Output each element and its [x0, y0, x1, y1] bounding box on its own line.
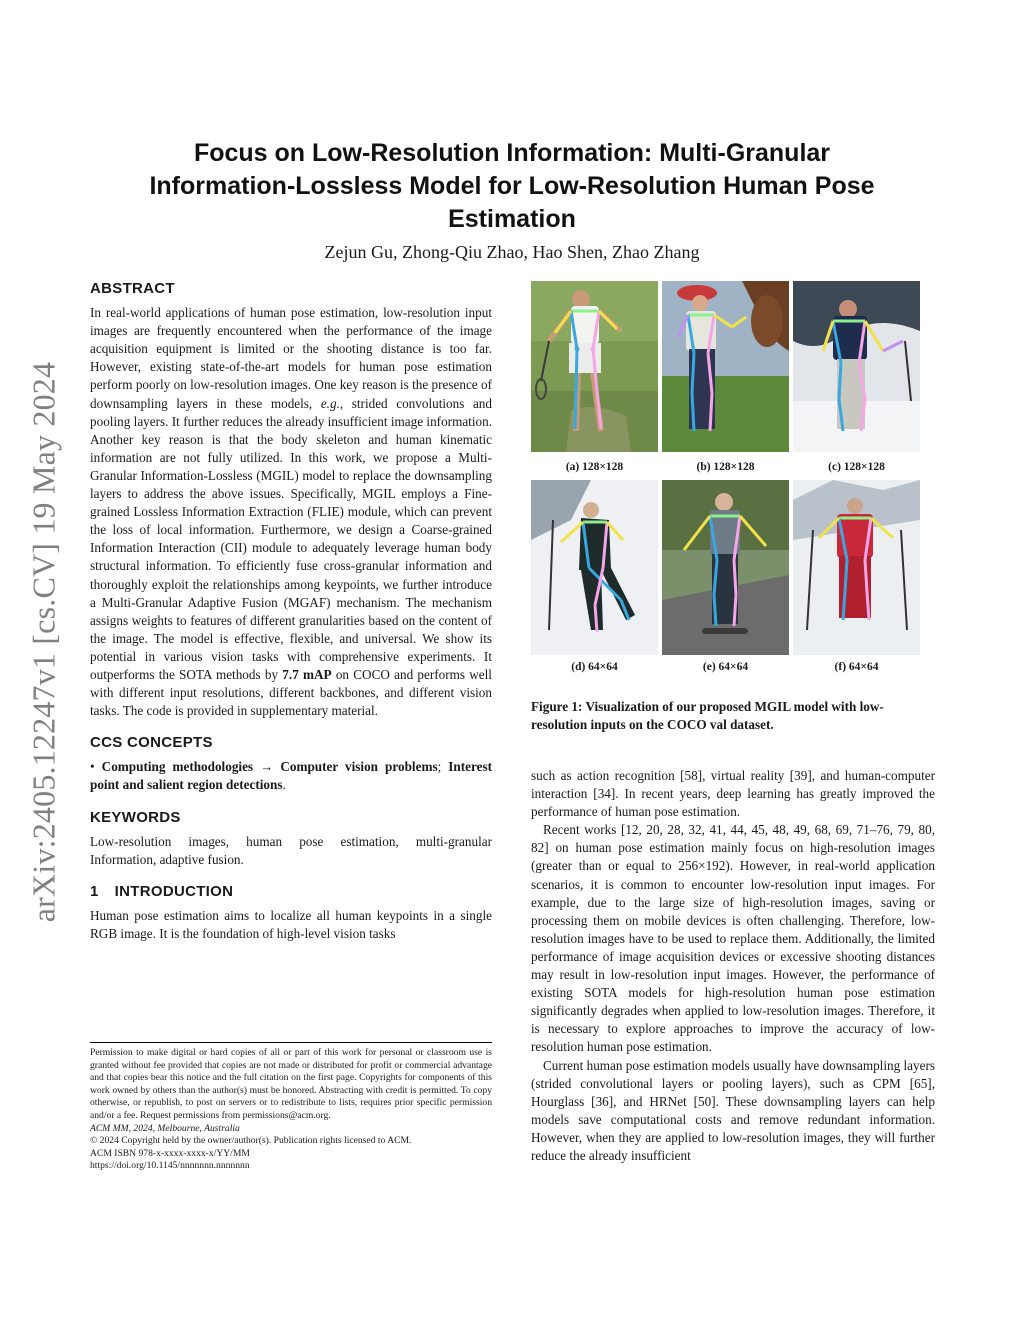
ccs-heading: CCS CONCEPTS — [90, 734, 213, 752]
figure-caption: Figure 1: Visualization of our proposed MGIL model with low-resolution inputs on the COCO val dataset. — [531, 699, 884, 732]
panel-b-caption: (b) 128×128 — [696, 461, 755, 473]
panel-c-caption: (c) 128×128 — [828, 461, 885, 473]
arxiv-stamp-text: arXiv:2405.12247v1 [cs.CV] 19 May 2024 — [25, 361, 62, 923]
figure-panel-d — [531, 480, 658, 655]
title-line-2: Information-Lossless Model for Low-Resolution Human Pose — [149, 172, 875, 200]
figure-panel-c — [793, 281, 920, 452]
intro-right-p1: such as action recognition [58], virtual reality [39], and human-computer interaction [34]. In recent years, deep learning has greatly improved the performance of human pose estimation. — [531, 768, 935, 820]
left-column — [90, 280, 492, 943]
permission-footnote — [90, 1042, 492, 1173]
figure-panel-f — [793, 480, 920, 655]
title-line-3: Estimation — [448, 205, 576, 233]
author-list: Zejun Gu, Zhong-Qiu Zhao, Hao Shen, Zhao Zhang — [324, 242, 700, 262]
venue-text: ACM MM, 2024, Melbourne, Australia — [90, 1122, 240, 1134]
figure-panel-b — [662, 281, 789, 452]
title-line-1: Focus on Low-Resolution Information: Multi-Granular — [193, 139, 831, 167]
intro-right-p2: Recent works [12, 20, 28, 32, 41, 44, 45, 48, 49, 68, 69, 71–76, 79, 80, 82] on human pose estimation mainly focus on high-resolution images (greater than or equal to 256×192). However, in real-world application scenarios, it is common to encounter low-resolution input images. For example, due to the large size of high-resolution images, saving or processing them on mobile devices is often challenging. Therefore, low-resolution images have to be used to replace them. Additionally, the limited performance of image acquisition devices or excessive shooting distances may result in low-resolution input images. However, the performance of existing SOTA models for high-resolution human pose estimation significantly degrades when applied to low-resolution images. Therefore, it is necessary to explore approaches to improve the accuracy of low-resolution human pose estimation. — [531, 822, 935, 1055]
arxiv-stamp — [26, 342, 62, 942]
copyright-text: © 2024 Copyright held by the owner/author(s). Publication rights licensed to ACM. — [90, 1135, 412, 1147]
figure-panel-a — [531, 281, 658, 452]
permission-text: Permission to make digital or hard copies of all or part of this work for personal or classroom use is granted without fee provided that copies are not made or distributed for profit or commercial advantage and that copies bear this notice and the full citation on the first page. Copyrights for components of this work owned by others than the author(s) must be honored. Abstracting with credit is permitted. To copy otherwise, or republish, to post on servers or to redistribute to lists, requires prior specific permission and/or a fee. Request permissions from permissions@acm.org. — [90, 1047, 492, 1121]
doi-text: https://doi.org/10.1145/nnnnnnn.nnnnnnn — [90, 1160, 250, 1172]
panel-d-caption: (d) 64×64 — [571, 661, 618, 673]
intro-right-p3: Current human pose estimation models usually have downsampling layers (strided convolutional layers or pooling layers), such as CPM [65], Hourglass [36], and HRNet [50]. These downsampling layers can help models save computational costs and remove redundant information. However, when they are applied to low-resolution images, they will further reduce the already insufficient — [531, 1057, 935, 1163]
abstract-heading: ABSTRACT — [90, 280, 175, 297]
right-column — [531, 767, 935, 1165]
abstract-body: In real-world applications of human pose estimation, low-resolution input images are frequently encountered when the performance of the image acquisition equipment is limited or the shooting distance is too far. However, existing state-of-the-art models for human pose estimation perform poorly on low-resolution images. One key reason is the presence of downsampling layers in these models, e.g., strided convolutions and pooling layers. It further reduces the already insufficient image information. Another key reason is that the body skeleton and human kinematic information are not fully utilized. In this work, we propose a Multi-Granular Information-Lossless (MGIL) model to replace the downsampling layers to address the above issues. Specifically, MGIL employs a Fine-grained Lossless Information Extraction (FLIE) module, which can prevent the loss of local information. Furthermore, we design a Coarse-grained Information Interaction (CII) module to adequately leverage human body structural information. To efficiently fuse cross-granular information and thoroughly exploit the relationships among keypoints, we further introduce a Multi-Granular Adaptive Fusion (MGAF) mechanism. The mechanism assigns weights to features of different granularities based on the content of the image. The model is effective, flexible, and universal. We show its potential in various vision tasks with comprehensive experiments. It outperforms the SOTA methods by 7.7 mAP on COCO and performs well with different input resolutions, different backbones, and different vision tasks. The code is provided in supplementary material. — [90, 305, 492, 719]
isbn-text: ACM ISBN 978-x-xxxx-xxxx-x/YY/MM — [90, 1147, 250, 1159]
intro-heading: 1 INTRODUCTION — [90, 882, 234, 900]
panel-f-caption: (f) 64×64 — [834, 661, 879, 673]
panel-e-caption: (e) 64×64 — [702, 661, 749, 673]
ccs-concepts: • Computing methodologies → Computer vision problems; Interest point and salient region detections. — [90, 759, 492, 793]
panel-a-caption: (a) 128×128 — [565, 461, 624, 473]
paper-title — [100, 137, 924, 236]
keywords-heading: KEYWORDS — [90, 808, 181, 826]
keywords-text: Low-resolution images, human pose estimation, multi-granular Information, adaptive fusion. — [90, 833, 492, 867]
figure-panel-e — [662, 480, 789, 655]
intro-left-text: Human pose estimation aims to localize all human keypoints in a single RGB image. It is the foundation of high-level vision tasks — [90, 907, 492, 941]
